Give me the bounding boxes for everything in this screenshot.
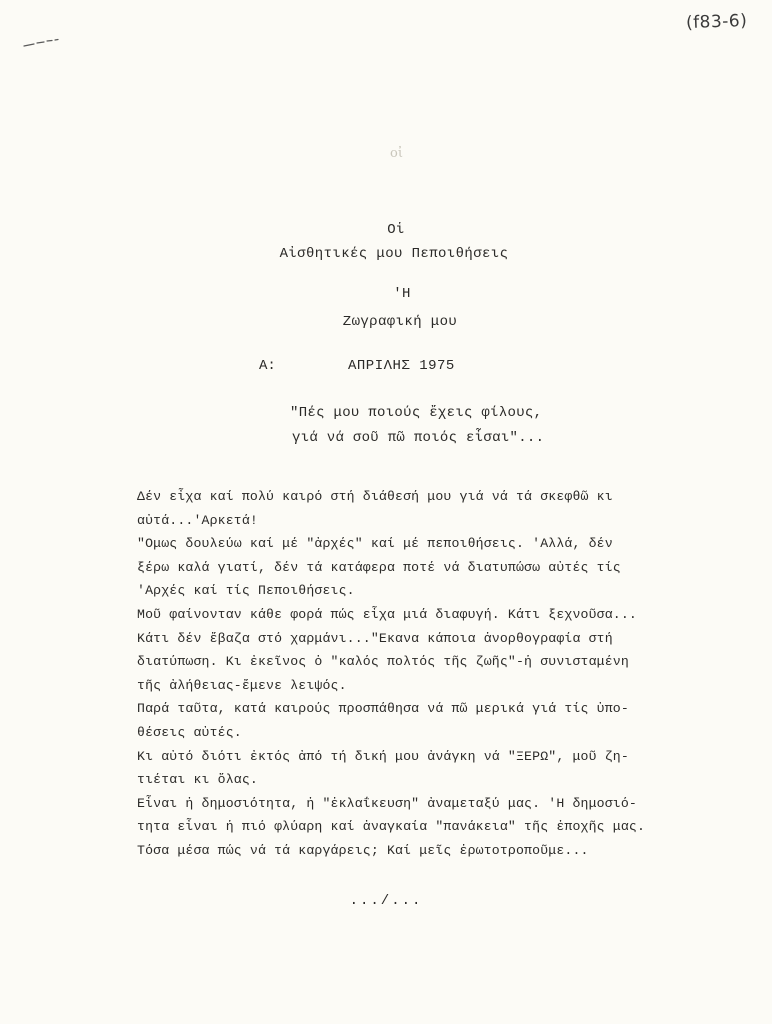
- body-line: διατύπωση. Κι ἐκεῖνος ὁ "καλός πολτός τῆς ζωῆς"-ἡ συνισταμένη: [137, 654, 629, 670]
- faint-show-through-mark: οἰ: [390, 146, 403, 161]
- body-line: 'Αρχές καί τίς Πεποιθήσεις.: [137, 583, 355, 599]
- body-text: [137, 485, 657, 863]
- pencil-mark: [22, 38, 60, 48]
- continuation-mark: .../...: [349, 893, 423, 909]
- title-line-4: Ζωγραφική μου: [342, 314, 458, 330]
- epigraph-line-2: γιά νά σοῦ πῶ ποιός εἶσαι"...: [292, 430, 545, 446]
- body-line: τητα εἶναι ἡ πιό φλύαρη καί ἀναγκαία "πανάκεια" τῆς ἐποχῆς μας.: [137, 819, 646, 835]
- archive-reference-note: (f83-6): [685, 10, 748, 34]
- body-line: Δέν εἶχα καί πολύ καιρό στή διάθεσή μου γιά νά τά σκεφθῶ κι: [137, 489, 613, 504]
- body-line: Εἶναι ἡ δημοσιότητα, ἡ "ἐκλαΐκευση" ἀναμεταξύ μας. 'Η δημοσιό-: [137, 795, 637, 811]
- body-line: θέσεις αὐτές.: [137, 724, 242, 740]
- body-line: Μοῦ φαίνονταν κάθε φορά πώς εἶχα μιά διαφυγή. Κάτι ξεχνοῦσα...: [137, 606, 637, 622]
- section-label: Α:: [259, 358, 276, 374]
- body-line: Παρά ταῦτα, κατά καιρούς προσπάθησα νά πῶ μερικά γιά τίς ὑπο-: [137, 701, 629, 717]
- title-line-2: Αἰσθητικές μου Πεποιθήσεις: [279, 246, 509, 262]
- body-line: Κι αὐτό διότι ἐκτός ἀπό τή δική μου ἀνάγκη νά "ΞΕΡΩ", μοῦ ζη-: [137, 748, 629, 764]
- date: ΑΠΡΙΛΗΣ 1975: [348, 358, 455, 374]
- body-line: ξέρω καλά γιατί, δέν τά κατάφερα ποτέ νά διατυπώσω αὐτές τίς: [137, 559, 621, 575]
- title-line-3: 'Η: [393, 286, 411, 302]
- body-line: τῆς ἀλήθειας-ἔμενε λειψός.: [137, 677, 347, 693]
- body-line: τιέται κι ὅλας.: [137, 772, 258, 788]
- body-line: Κάτι δέν ἔβαζα στό χαρμάνι..."Εκανα κάποια ἀνορθογραφία στή: [137, 630, 613, 646]
- body-line: Τόσα μέσα πώς νά τά καργάρεις; Καί μεῖς ἐρωτοτροποῦμε...: [137, 842, 589, 858]
- title-line-1: Οἱ: [387, 222, 405, 238]
- body-line: "Ομως δουλεύω καί μέ "ἀρχές" καί μέ πεποιθήσεις. 'Αλλά, δέν: [137, 536, 613, 552]
- epigraph-line-1: "Πές μου ποιούς ἔχεις φίλους,: [290, 405, 543, 421]
- body-line: αὐτά...'Αρκετά!: [137, 512, 258, 528]
